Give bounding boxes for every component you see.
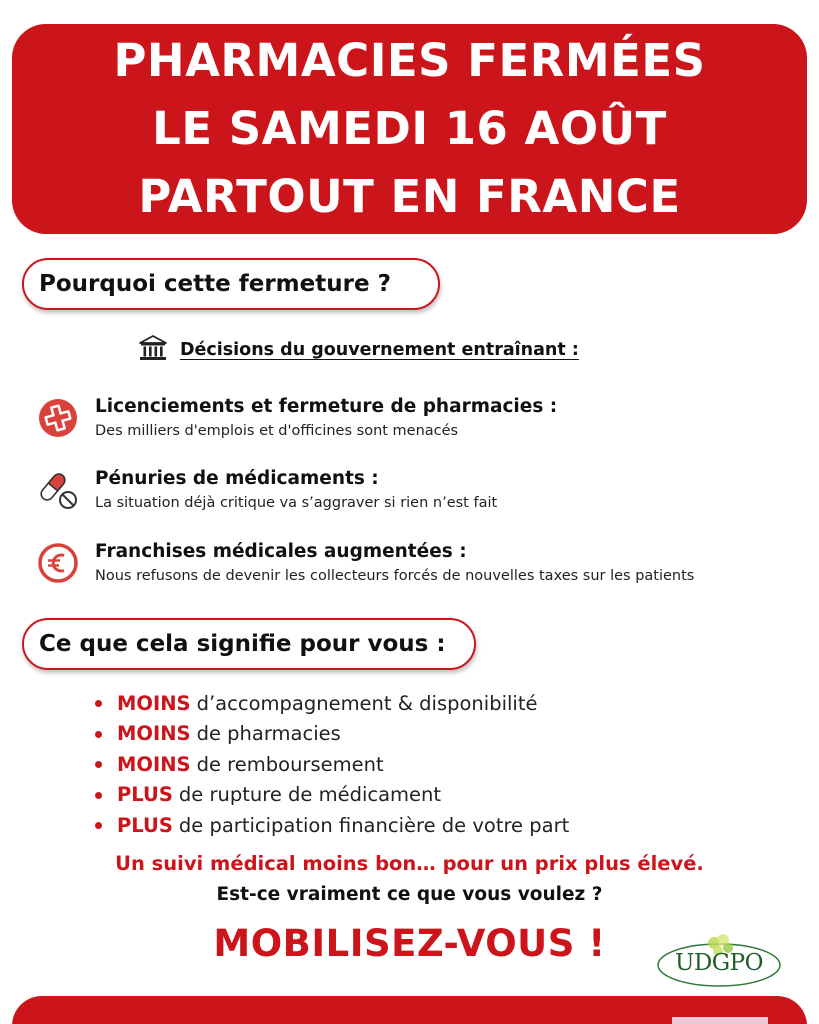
bullet-dot-icon [95, 761, 102, 768]
reason-description: Des milliers d'emplois et d'officines sont menacés [95, 423, 459, 439]
reason-description: La situation déjà critique va s’aggraver si rien n’est fait [95, 495, 498, 511]
bullet-dot-icon [95, 700, 102, 707]
government-building-icon [138, 334, 168, 366]
udgpo-logo [656, 932, 782, 990]
reason-item [38, 396, 808, 456]
bullet-text: de rupture de médicament [178, 783, 442, 807]
euro-icon [38, 543, 78, 583]
bullet-text: de pharmacies [196, 722, 341, 746]
list-item [94, 749, 569, 780]
government-decisions-line [138, 335, 579, 365]
list-item [94, 719, 569, 750]
bullet-text: de participation financière de votre part [178, 813, 570, 837]
meaning-heading-pill: Ce que cela signifie pour vous : [22, 618, 476, 670]
reason-item [38, 541, 808, 601]
call-to-action-text: MOBILISEZ-VOUS ! [213, 922, 606, 965]
list-item [94, 810, 569, 841]
pharmacy-cross-icon [38, 398, 78, 438]
bullet-keyword: MOINS [117, 691, 191, 715]
reason-description: Nous refusons de devenir les collecteurs forcés de nouvelles taxes sur les patients [95, 568, 695, 584]
bullet-keyword: MOINS [117, 722, 191, 746]
bullet-dot-icon [95, 792, 102, 799]
bullet-keyword: PLUS [117, 813, 173, 837]
bullet-dot-icon [95, 731, 102, 738]
slogan-question-text: Est-ce vraiment ce que vous voulez ? [216, 884, 603, 905]
government-decisions-text: Décisions du gouvernement entraînant : [180, 340, 579, 360]
footer-pink-tag [672, 1017, 768, 1024]
why-heading-pill: Pourquoi cette fermeture ? [22, 258, 440, 310]
logo-text: UDGPO [674, 950, 764, 976]
slogan-red-text: Un suivi médical moins bon… pour un prix plus élevé. [115, 852, 704, 875]
reason-title: Pénuries de médicaments : [95, 468, 379, 489]
headline-line-2: LE SAMEDI 16 AOÛT [152, 102, 667, 155]
reason-title: Licenciements et fermeture de pharmacies : [95, 396, 558, 417]
list-item [94, 780, 569, 811]
bullet-text: d’accompagnement & disponibilité [196, 691, 538, 715]
consequences-list [94, 688, 569, 841]
bullet-keyword: PLUS [117, 783, 173, 807]
reason-title: Franchises médicales augmentées : [95, 541, 467, 562]
bullet-keyword: MOINS [117, 752, 191, 776]
reason-item [38, 468, 808, 528]
headline-banner [12, 24, 807, 234]
headline-line-1: PHARMACIES FERMÉES [113, 34, 706, 87]
headline-line-3: PARTOUT EN FRANCE [138, 170, 681, 223]
list-item [94, 688, 569, 719]
bullet-dot-icon [95, 822, 102, 829]
no-pill-icon [38, 470, 78, 510]
bullet-text: de remboursement [196, 752, 384, 776]
